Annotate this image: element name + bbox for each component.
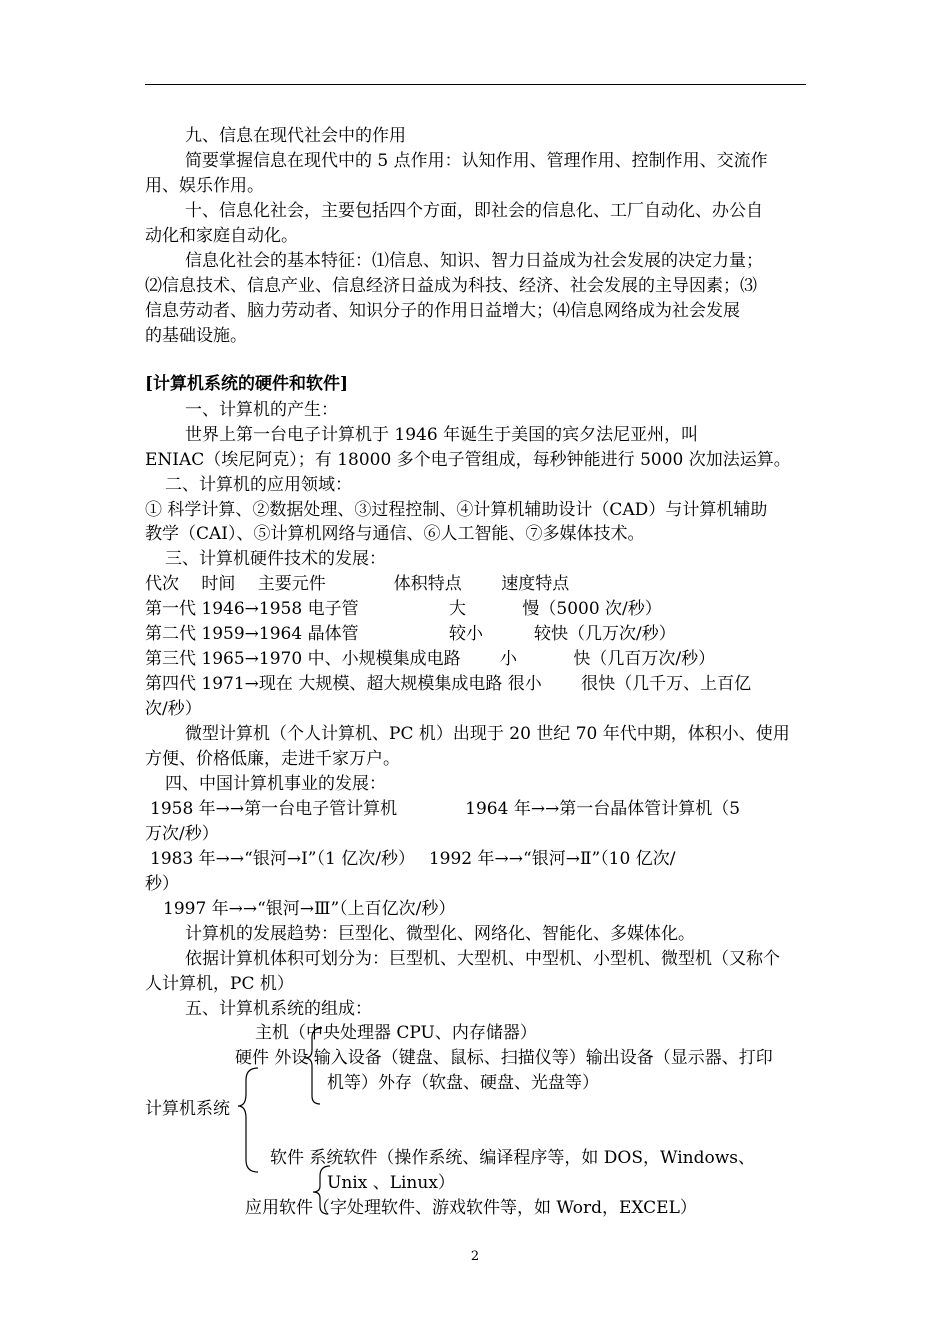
diagram-storage-label: 机等）外存（软盘、硬盘、光盘等）	[327, 1073, 599, 1093]
line: 二、计算机的应用领域：	[165, 475, 352, 495]
diagram-system-label: 计算机系统	[145, 1099, 230, 1119]
line: 简要掌握信息在现代中的 5 点作用：认知作用、管理作用、控制作用、交流作	[185, 151, 768, 171]
brace-hardware	[305, 1028, 322, 1104]
diagram-hardware-label: 硬件 外设 输入设备（键盘、鼠标、扫描仪等）输出设备（显示器、打印	[235, 1048, 773, 1068]
table-header-row: 代次 时间 主要元件 体积特点 速度特点	[145, 574, 570, 594]
line: 四、中国计算机事业的发展：	[165, 774, 386, 794]
table-row: 第一代 1946→1958 电子管 大 慢（5000 次/秒）	[145, 599, 662, 619]
line: ① 科学计算、②数据处理、③过程控制、④计算机辅助设计（CAD）与计算机辅助	[145, 500, 768, 520]
line: 1997 年→→“银河→Ⅲ”（上百亿次/秒）	[163, 899, 456, 919]
brace-system	[238, 1068, 258, 1172]
line: 一、计算机的产生：	[185, 400, 338, 420]
line: 动化和家庭自动化。	[145, 226, 298, 246]
line: 世界上第一台电子计算机于 1946 年诞生于美国的宾夕法尼亚州，叫	[185, 425, 699, 445]
diagram-host-label: 主机（中央处理器 CPU、内存储器）	[255, 1023, 537, 1043]
line: 万次/秒）	[145, 824, 219, 844]
table-row: 第四代 1971→现在 大规模、超大规模集成电路 很小 很快（几千万、上百亿	[145, 674, 752, 694]
line: ⑵信息技术、信息产业、信息经济日益成为科技、经济、社会发展的主导因素；⑶	[145, 276, 757, 296]
line: 信息劳动者、脑力劳动者、知识分子的作用日益增大；⑷信息网络成为社会发展	[145, 301, 740, 321]
line: 方便、价格低廉，走进千家万户。	[145, 749, 400, 769]
line: 信息化社会的基本特征：⑴信息、知识、智力日益成为社会发展的决定力量；	[185, 251, 763, 271]
line: 九、信息在现代社会中的作用	[185, 126, 406, 146]
line: ENIAC（埃尼阿克）；有 18000 多个电子管组成，每秒钟能进行 5000 次加法运算。	[145, 450, 791, 470]
line: 1958 年→→第一台电子管计算机 1964 年→→第一台晶体管计算机（5	[150, 799, 741, 819]
section-heading: [计算机系统的硬件和软件]	[145, 374, 349, 394]
diagram-os-label: Unix 、Linux）	[327, 1173, 455, 1193]
table-row: 第三代 1965→1970 中、小规模集成电路 小 快（几百万次/秒）	[145, 649, 716, 669]
line: 依据计算机体积可划分为：巨型机、大型机、中型机、小型机、微型机（又称个	[185, 949, 780, 969]
line: 十、信息化社会，主要包括四个方面，即社会的信息化、工厂自动化、办公自	[185, 201, 763, 221]
line: 的基础设施。	[145, 326, 247, 346]
line: 微型计算机（个人计算机、PC 机）出现于 20 世纪 70 年代中期，体积小、使用	[185, 724, 790, 744]
brace-software	[313, 1166, 330, 1214]
line: 五、计算机系统的组成：	[185, 999, 372, 1019]
line: 1983 年→→“银河→Ⅰ”（1 亿次/秒） 1992 年→→“银河→Ⅱ”（10 亿次/	[150, 849, 676, 869]
line: 三、计算机硬件技术的发展：	[165, 549, 386, 569]
line: 次/秒）	[145, 699, 202, 719]
diagram-app-software-label: 应用软件（字处理软件、游戏软件等，如 Word，EXCEL）	[245, 1198, 697, 1218]
line: 计算机的发展趋势：巨型化、微型化、网络化、智能化、多媒体化。	[185, 924, 695, 944]
table-row: 第二代 1959→1964 晶体管 较小 较快（几万次/秒）	[145, 624, 676, 644]
line: 秒）	[145, 874, 179, 894]
line: 用、娱乐作用。	[145, 176, 264, 196]
line: 人计算机，PC 机）	[145, 974, 294, 994]
page-number: 2	[470, 1249, 480, 1264]
diagram-software-label: 软件 系统软件（操作系统、编译程序等，如 DOS，Windows、	[270, 1148, 755, 1168]
line: 教学（CAI）、⑤计算机网络与通信、⑥人工智能、⑦多媒体技术。	[145, 524, 645, 544]
